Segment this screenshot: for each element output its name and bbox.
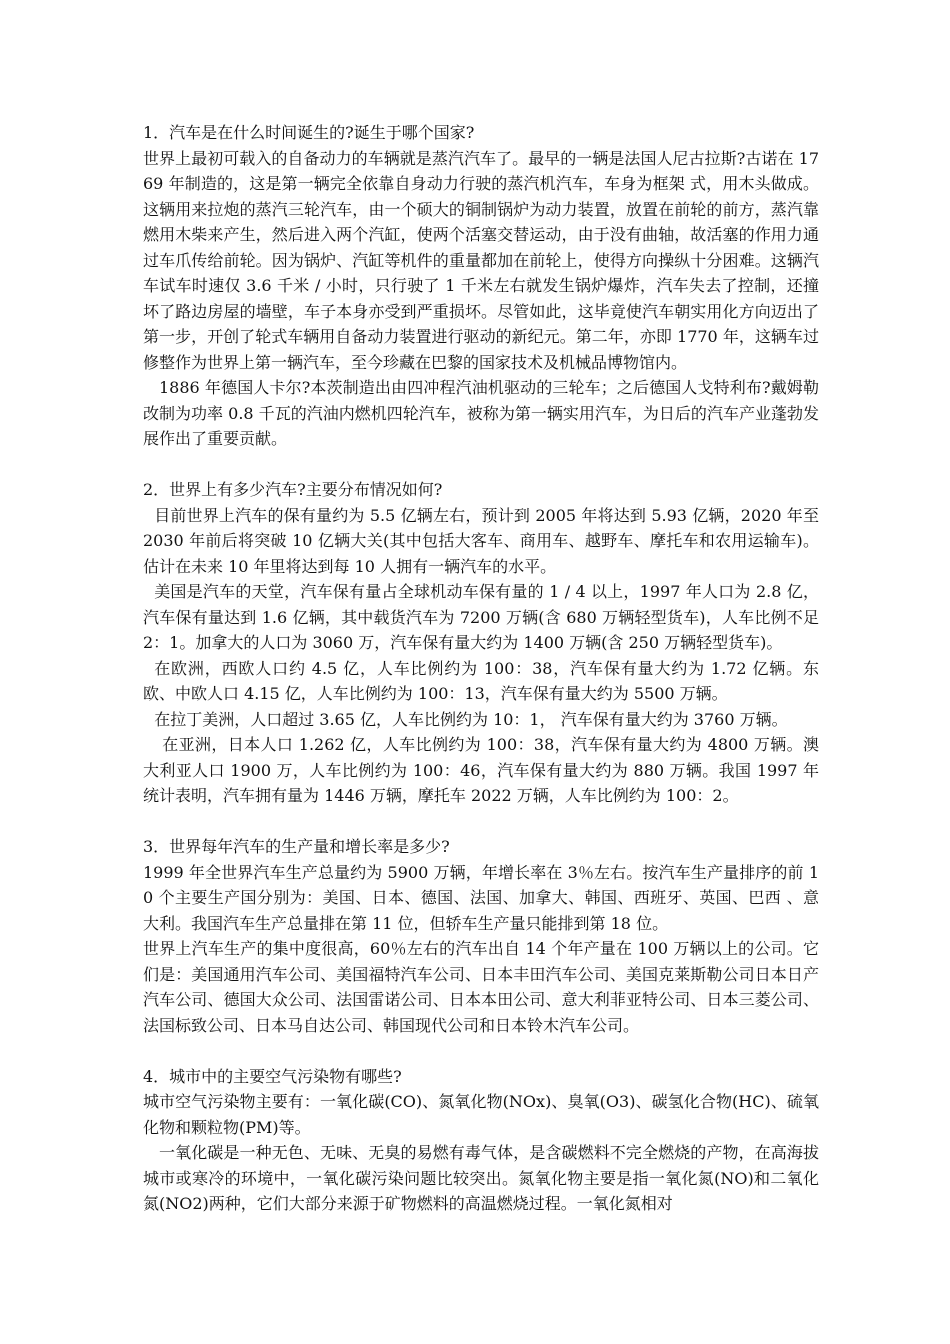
section-4-paragraph-1: 城市空气污染物主要有：一氧化碳(CO)、氮氧化物(NOx)、臭氧(O3)、碳氢化合物(HC)、硫氧化物和颗粒物(PM)等。: [143, 1092, 819, 1137]
section-gap: [143, 1038, 819, 1064]
section-2-paragraph-1: 目前世界上汽车的保有量约为 5.5 亿辆左右，预计到 2005 年将达到 5.93 亿辆，2020 年至 2030 年前后将突破 10 亿辆大关(其中包括大客车、商用车、越野车、摩托车和农用运输车)。估计在未来 10 年里将达到每 10 人拥有一辆汽车的水平。: [143, 505, 819, 576]
document-page: [143, 120, 819, 1217]
section-4-paragraph-2: 一氧化碳是一种无色、无味、无臭的易燃有毒气体，是含碳燃料不完全燃烧的产物，在高海拔城市或寒冷的环境中，一氧化碳污染问题比较突出。氮氧化物主要是指一氧化氮(NO)和二氧化氮(NO2)两种，它们大部分来源于矿物燃料的高温燃烧过程。一氧化氮相对: [143, 1143, 819, 1213]
section-2-paragraph-2: 美国是汽车的天堂，汽车保有量占全球机动车保有量的 1 / 4 以上，1997 年人口为 2.8 亿，汽车保有量达到 1.6 亿辆，其中载货汽车为 7200 万辆(含 680 万辆轻型货车)，人车比例不足 2：1。加拿大的人口为 3060 万，汽车保有量大约为 1400 万辆(含 250 万辆轻型货车)。: [143, 582, 819, 652]
section-2-paragraph-4: 在拉丁美洲，人口超过 3.65 亿，人车比例约为 10：1， 汽车保有量大约为 3760 万辆。: [154, 709, 788, 729]
section-4-heading: 4．城市中的主要空气污染物有哪些?: [143, 1066, 402, 1086]
section-3-paragraph-2: 世界上汽车生产的集中度很高，60％左右的汽车出自 14 个年产量在 100 万辆以上的公司。它们是：美国通用汽车公司、美国福特汽车公司、日本丰田汽车公司、美国克莱斯勒公司日本日产汽车公司、德国大众公司、法国雷诺公司、日本本田公司、意大利菲亚特公司、日本三菱公司、法国标致公司、日本马自达公司、韩国现代公司和日本铃木汽车公司。: [143, 939, 819, 1035]
section-2-paragraph-3: 在欧洲，西欧人口约 4.5 亿，人车比例约为 100：38，汽车保有量大约为 1.72 亿辆。东欧、中欧人口 4.15 亿，人车比例约为 100：13，汽车保有量大约为 5500 万辆。: [143, 658, 819, 703]
section-gap: [143, 809, 819, 835]
section-2-paragraph-5: 在亚洲，日本人口 1.262 亿，人车比例约为 100：38，汽车保有量大约为 4800 万辆。澳大利亚人口 1900 万，人车比例约为 100：46，汽车保有量大约为 880 万辆。我国 1997 年统计表明，汽车拥有量为 1446 万辆，摩托车 2022 万辆，人车比例约为 100：2。: [143, 735, 819, 805]
section-1-paragraph-2: 1886 年德国人卡尔?本茨制造出由四冲程汽油机驱动的三轮车；之后德国人戈特利布?戴姆勒改制为功率 0.8 千瓦的汽油内燃机四轮汽车，被称为第一辆实用汽车，为日后的汽车产业蓬勃发展作出了重要贡献。: [143, 378, 819, 448]
section-3-paragraph-1: 1999 年全世界汽车生产总量约为 5900 万辆，年增长率在 3％左右。按汽车生产量排序的前 10 个主要生产国分别为：美国、日本、德国、法国、加拿大、韩国、西班牙、英国、巴西 、意大利。我国汽车生产总量排在第 11 位，但轿车生产量只能排到第 18 位。: [143, 862, 819, 933]
section-1-paragraph-1: 世界上最初可载入的自备动力的车辆就是蒸汽汽车了。最早的一辆是法国人尼古拉斯?古诺在 1769 年制造的，这是第一辆完全依靠自身动力行驶的蒸汽机汽车，车身为框架 式，用木头做成。这辆用来拉炮的蒸汽三轮汽车，由一个硕大的铜制锅炉为动力装置，放置在前轮的前方，蒸汽靠燃用木柴来产生，然后进入两个汽缸，使两个活塞交替运动，由于没有曲轴，故活塞的作用力通过车爪传给前轮。因为锅炉、汽缸等机件的重量都加在前轮上，使得方向操纵十分困难。这辆汽车试车时速仅 3.6 千米 / 小时，只行驶了 1 千米左右就发生锅炉爆炸，汽车失去了控制，还撞坏了路边房屋的墙壁，车子本身亦受到严重损坏。尽管如此，这毕竟使汽车朝实用化方向迈出了第一步，开创了轮式车辆用自备动力装置进行驱动的新纪元。第二年，亦即 1770 年，这辆车过修整作为世界上第一辆汽车，至今珍藏在巴黎的国家技术及机械品博物馆内。: [143, 148, 819, 372]
section-2-heading: 2．世界上有多少汽车?主要分布情况如何?: [143, 480, 443, 499]
section-1-heading: 1．汽车是在什么时间诞生的?诞生于哪个国家?: [143, 123, 475, 142]
section-3-heading: 3．世界每年汽车的生产量和增长率是多少?: [143, 837, 450, 856]
section-gap: [143, 452, 819, 478]
